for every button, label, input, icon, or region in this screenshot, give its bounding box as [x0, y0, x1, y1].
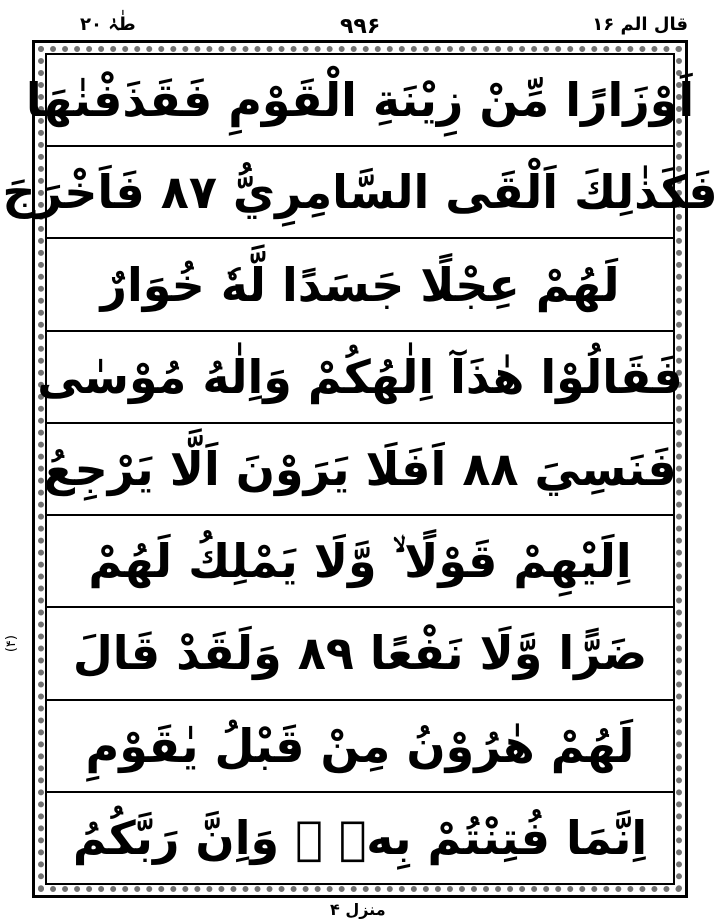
text-line-9: اِنَّمَا فُتِنْتُمْ بِهٖ ۚ وَاِنَّ رَبَّكُمُ: [72, 810, 648, 865]
juz-label: قال الم ۱۶: [592, 14, 688, 35]
page-frame: [2, 40, 718, 898]
text-line-4: فَقَالُوْا هٰذَآ اِلٰهُكُمْ وَاِلٰهُ مُوْسٰى: [47, 332, 673, 424]
text-line-3: لَهُمْ عِجْلًا جَسَدًا لَّهٗ خُوَارٌ: [47, 239, 673, 331]
text-line-5: فَنَسِيَ ۸۸ اَفَلَا يَرَوْنَ اَلَّا يَرْجِعُ: [47, 424, 673, 516]
text-line-6: اِلَيْهِمْ قَوْلًا ۙ وَّلَا يَمْلِكُ لَهُمْ: [47, 516, 673, 608]
text-lines: [2, 55, 718, 883]
text-line-8: لَهُمْ هٰرُوْنُ مِنْ قَبْلُ يٰقَوْمِ: [47, 701, 673, 793]
text-line-2: فَكَذٰلِكَ اَلْقَى السَّامِرِيُّ ۸۷ فَاَخْرَجَ: [47, 147, 673, 239]
ruku-marker: (۴): [4, 635, 19, 653]
page-number: ۹۹۶: [340, 14, 381, 39]
text-line-7: ضَرًّا وَّلَا نَفْعًا ۸۹ وَلَقَدْ قَالَ: [47, 608, 673, 700]
page-header: [40, 10, 688, 40]
manzil-footer: منزل ۴: [330, 900, 386, 919]
surah-label: طٰہٰ ۲۰: [80, 14, 136, 35]
text-line-1: اَوْزَارًا مِّنْ زِيْنَةِ الْقَوْمِ فَقَذَفْنٰهَا: [47, 55, 673, 147]
